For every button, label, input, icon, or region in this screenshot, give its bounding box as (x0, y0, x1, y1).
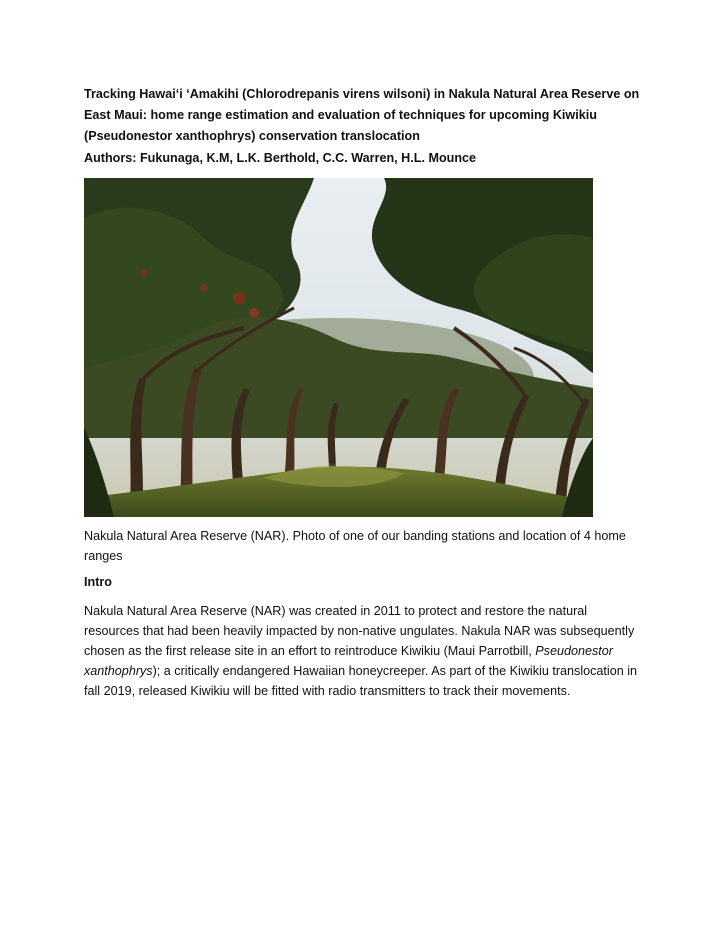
intro-paragraph (84, 601, 644, 701)
paper-title: Tracking Hawai‘i ‘Amakihi (Chlorodrepanis virens wilsoni) in Nakula Natural Area Reserve on East Maui: home range estimation and evaluation of techniques for upcoming Kiwikiu (Pseudonestor xanthophrys) conservation translocation (84, 87, 640, 143)
intro-text-part-2: ); a critically endangered Hawaiian honeycreeper. As part of the Kiwikiu translocation in fall 2019, released Kiwikiu will be fitted with radio transmitters to track their movements. (84, 664, 638, 698)
photo-caption: Nakula Natural Area Reserve (NAR). Photo of one of our banding stations and location of 4 home ranges (84, 529, 626, 563)
authors-line: Authors: Fukunaga, K.M, L.K. Berthold, C.C. Warren, H.L. Mounce (84, 151, 477, 165)
forest-ridge-photo (84, 178, 593, 517)
intro-italic-species: Pseudonestor xanthophrys (84, 644, 613, 678)
intro-text-part-1: Nakula Natural Area Reserve (NAR) was created in 2011 to protect and restore the natural resources that had been heavily impacted by non-native ungulates. Nakula NAR was subsequently chosen as the first release site in an effort to reintroduce Kiwikiu (Maui Parrotbill, (84, 604, 635, 658)
intro-heading: Intro (84, 575, 112, 589)
